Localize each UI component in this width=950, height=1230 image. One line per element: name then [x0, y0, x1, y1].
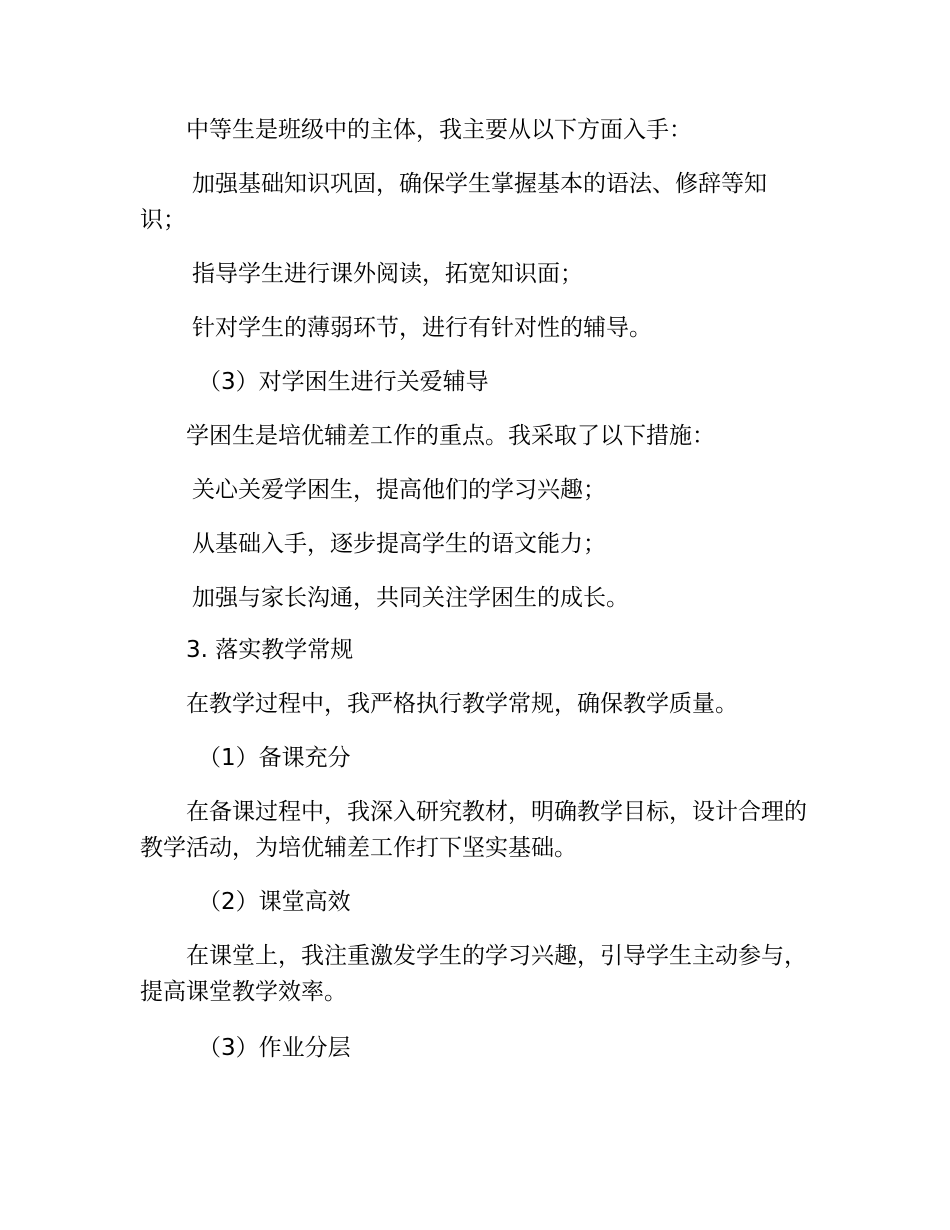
paragraph-efficient-class: 在课堂上，我注重激发学生的学习兴趣，引导学生主动参与，提高课堂教学效率。 — [140, 943, 807, 1005]
paragraph-teaching-process: 在教学过程中，我严格执行教学常规，确保教学质量。 — [186, 691, 738, 717]
heading-teaching-routine: 3. 落实教学常规 — [186, 637, 354, 663]
paragraph-start-from-basics: 从基础入手，逐步提高学生的语文能力； — [192, 531, 606, 557]
paragraph-parent-communication: 加强与家长沟通，共同关注学困生的成长。 — [192, 585, 629, 611]
paragraph-strengthen-basics: 加强基础知识巩固，确保学生掌握基本的语法、修辞等知识； — [140, 171, 767, 233]
heading-efficient-class: （2）课堂高效 — [198, 889, 351, 915]
paragraph-struggling-students-measures: 学困生是培优辅差工作的重点。我采取了以下措施： — [186, 423, 715, 449]
paragraph-targeted-tutoring: 针对学生的薄弱环节，进行有针对性的辅导。 — [192, 315, 652, 341]
paragraph-intermediate-students: 中等生是班级中的主体，我主要从以下方面入手： — [186, 117, 692, 143]
heading-lesson-preparation: （1）备课充分 — [198, 745, 351, 771]
heading-care-struggling-students: （3）对学困生进行关爱辅导 — [198, 369, 489, 395]
heading-layered-homework: （3）作业分层 — [198, 1035, 351, 1061]
paragraph-care-interest: 关心关爱学困生，提高他们的学习兴趣； — [192, 477, 606, 503]
paragraph-extracurricular-reading: 指导学生进行课外阅读，拓宽知识面； — [192, 261, 583, 287]
paragraph-lesson-preparation: 在备课过程中，我深入研究教材，明确教学目标，设计合理的教学活动，为培优辅差工作打下坚实基础。 — [140, 799, 807, 861]
